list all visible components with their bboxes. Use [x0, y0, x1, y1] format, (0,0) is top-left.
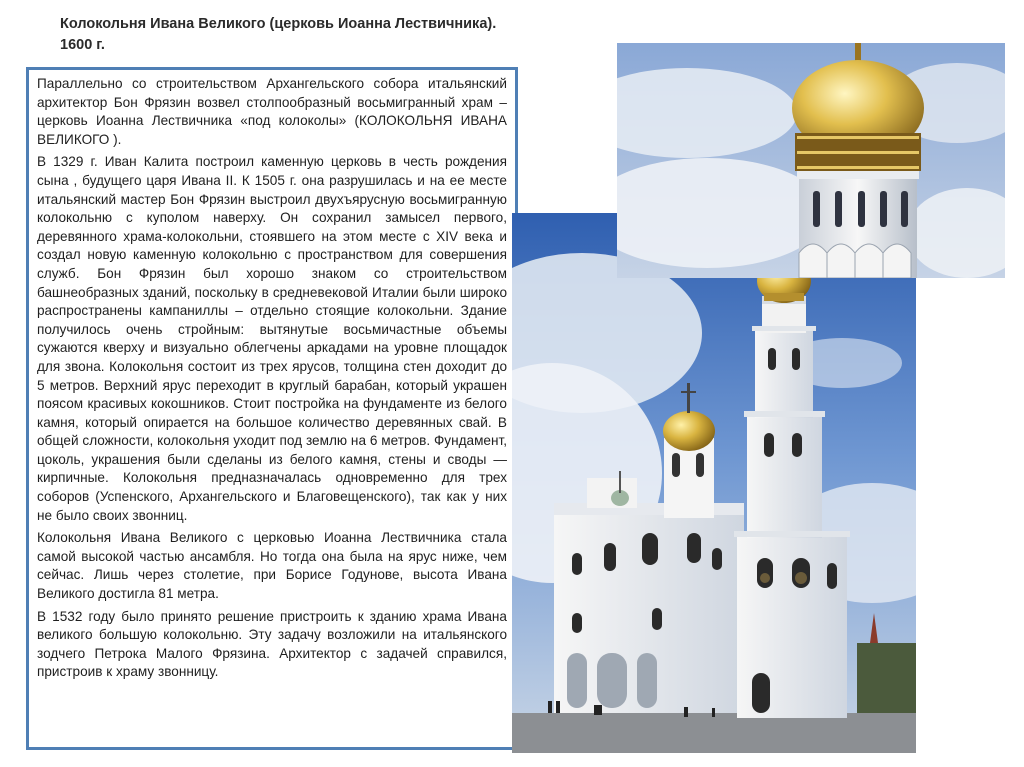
- paragraph-1532: В 1532 году было принято решение пристроить к зданию храма Ивана великого большую колокольню. Эту задачу возложили на итальянского зодчего Петрока Малого Фрязина. Архитектор с задачей справился, пристроив к храму звонницу.: [37, 608, 507, 680]
- slide-title: Колокольня Ивана Великого (церковь Иоанна Лествичника). 1600 г.: [60, 16, 497, 53]
- paragraph-height: Колокольня Ивана Великого с церковью Иоанна Лествичника стала самой высокой частью ансамбля. Но тогда она была на ярус ниже, чем сейчас. Лишь через столетие, при Борисе Годунове, высота Ивана Великого достигла 81 метра.: [37, 530, 507, 602]
- bell-tower-photo: [512, 213, 916, 753]
- paragraph-history: В 1329 г. Иван Калита построил каменную церковь в честь рождения сына , будущего царя Ивана II. К 1505 г. она разрушилась и на ее месте итальянский мастер Бон Фрязин выстроил двухъярусную восьмигранную колокольню с куполом наверху. Он сохранил замысел первого, деревянного храма-колокольни, стоявшего на этом месте с XIV века и создал новую каменную колокольню с пространством для совершения служб. Бон Фрязин был хорошо знаком со строительством башнеобразных зданий, поскольку в средневековой Италии были широко распространены кампаниллы – отдельно стоящие колокольни. Здание получилось очень стройным: вытянутые восьмичастные объемы сужаются кверху и визуально облегчены аркадами на уровне площадок для звона. Колокольня состоит из трех ярусов, толщина стен доходит до 5 метров. Верхний ярус переходит в круглый барабан, который украшен поясом красивых кокошников. Стоит постройка на фундаменте из белого камня, который опирается на большое количество деревянных свай. В общей сложности, колокольня уходит под землю на 6 метров. Фундамент, цоколь, украшения были сделаны из белого камня, стены и своды — кирпичные. Колокольня предназначалась одновременно для трех соборов (Успенского, Архангельского и Благовещенского), так как у них не было своих звонниц.: [37, 154, 507, 523]
- paragraph-intro: Параллельно со строительством Архангельского собора итальянский архитектор Бон Фрязин возвел столпообразный восьмигранный храм – церковь Иоанна Лествичника «под колоколы» (КОЛОКОЛЬНЯ ИВАНА ВЕЛИКОГО ).: [37, 76, 507, 147]
- text-frame: [26, 67, 518, 750]
- dome-closeup-photo: [617, 43, 1005, 278]
